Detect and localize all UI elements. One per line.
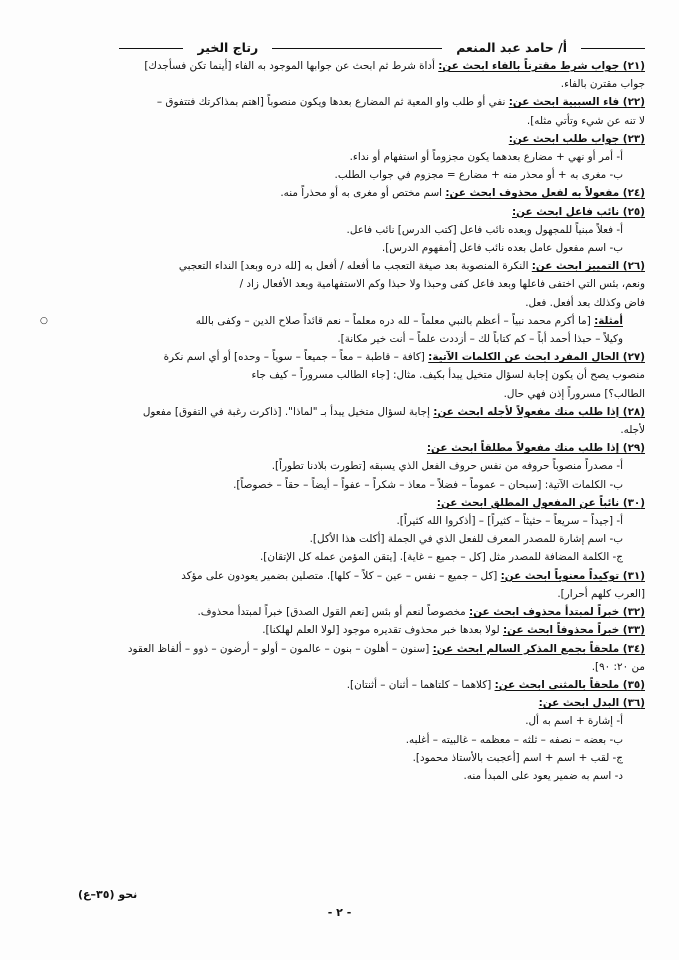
rule-heading: (٢٦) التمييز ابحث عن: [531,260,645,273]
rule-item [40,439,645,494]
rule-line [40,130,645,148]
rule-line [40,403,645,421]
rule-line [40,203,645,221]
rule-line [40,312,623,330]
rule-heading: (٣٦) البدل ابحث عن: [538,697,645,710]
rule-item [40,494,645,567]
rule-line [40,767,645,785]
rule-text: لا تنه عن شيء وتأتي مثله]. [526,114,645,127]
rule-item [40,603,645,621]
teacher-name: أ/ حامد عبد المنعم [456,40,567,55]
rule-line [40,512,645,530]
brand-name: رتاج الخير [197,40,259,55]
rule-heading: (٢٨) إذا طلب منك مفعولاً لأجله ابحث عن: [433,405,645,418]
rule-line [40,330,623,348]
header-rule [119,48,183,49]
rule-line [40,530,645,548]
rule-line [40,366,645,384]
rule-text: أ- مصدراً منصوباً حروفه من نفس حروف الفعل الذي يسبقه [تطورت بلادنا تطوراً]. [271,460,623,473]
rule-line [40,585,645,603]
rule-line [40,749,645,767]
rule-line [40,166,645,184]
page-number: - ٢ - [327,906,352,919]
rule-line [40,275,645,293]
rule-line [40,712,645,730]
rule-text: أ- [جيداً – سريعاً – حثيثاً – كثيراً] – [أذكروا الله كثيراً]. [396,515,623,528]
rule-line [40,676,645,694]
rule-line [40,148,645,166]
rule-item [40,130,645,185]
rule-heading: (٢٥) نائب فاعل ابحث عن: [512,205,645,218]
header-rule [272,48,442,49]
rule-line [40,221,645,239]
rule-text: الطالب؟] مسروراً إذن فهي حال. [503,387,645,400]
rule-heading: (٢٩) إذا طلب منك مفعولاً مطلقاً ابحث عن: [426,442,645,455]
rule-item [40,57,645,93]
rule-text: مخصوصاً لنعم أو بئس [نعم القول الصدق] خبراً لمبتدأ محذوف. [197,606,470,619]
rule-text: [سنون – أهلون – بنون – عالمون – أولو – أرضون – ذوو – ألفاظ العقود [127,642,433,655]
rule-line [40,93,645,111]
rule-item [40,348,645,403]
rule-text: ب- اسم مفعول عامل بعده نائب فاعل [أمفهوم الدرس]. [381,242,623,255]
rule-text: نفي أو طلب واو المعية ثم المضارع بعدها ويكون منصوباً [اهتم بمذاكرتك فتتفوق – [156,96,509,109]
rule-text: إجابة لسؤال متخيل يبدأ بـ "لماذا". [ذاكرت رغبة في التفوق] مفعول [142,405,434,418]
rule-heading: (٣٥) ملحقاً بالمثنى ابحث عن: [494,678,645,691]
rule-line [40,421,645,439]
rule-item [40,93,645,129]
rule-text: أداة شرط ثم ابحث عن جوابها الموجود به الفاء [أينما تكن فسأجدك] [144,60,439,72]
rule-text: ونعم، بئس التي اختفى فاعلها وبعد فاعل كفى وحبذا ولا حبذا وكم الاستفهامية وبعد الأفعال زاد / [239,278,645,291]
rule-heading: (٢١) جواب شرط مقترناً بالفاء ابحث عن: [438,60,645,72]
rule-heading: (٣٣) خبراً محذوفاً ابحث عن: [502,624,645,637]
rule-text: منصوب يصح أن يكون إجابة لسؤال متخيل يبدأ بكيف. مثال: [جاء الطالب مسروراً – كيف جاء [251,369,645,382]
rule-text: ب- الكلمات الآتية: [سبحان – عموماً – فضلاً – معاذ – شكراً – عفواً – أيضاً – حقاً – خصوصاً]. [233,478,623,491]
rule-text: [كافة – قاطبة – معاً – جميعاً – سوياً – وحده] أو أي اسم نكرة [163,351,429,364]
rule-line [40,621,645,639]
rule-text: أ- فعلاً مبنياً للمجهول وبعده نائب فاعل [كتب الدرس] نائب فاعل. [346,223,623,236]
rule-text: اسم مختص أو مغرى به أو محذراً منه. [280,187,446,200]
rule-text: وكيلاً – حبذا أحمد أباً – كم كتاباً لك – أزددت علماً – أنت خير مكانة]. [337,333,623,346]
rule-heading: (٣٠) نائباً عن المفعول المطلق ابحث عن: [436,496,645,509]
rule-line [40,184,645,202]
rule-line [40,112,645,130]
rule-item [40,694,645,785]
rule-text: لولا بعدها خبر محذوف تقديره موجود [لولا العلم لهلكنا]. [262,624,503,637]
rule-item [40,640,645,676]
course-code: نحو (٣٥–ع) [78,888,138,901]
rule-heading: (٢٤) مفعولاً به لفعل محذوف ابحث عن: [445,187,645,200]
header-rule [581,48,645,49]
rule-item [40,403,645,439]
rule-text: [العرب كلهم أحرار]. [557,587,645,600]
rule-line [40,239,645,257]
rule-item [40,257,645,312]
rule-heading: (٢٣) جواب طلب ابحث عن: [508,132,645,145]
rule-item [40,676,645,694]
rule-text: [كل – جميع – نفس – عين – كلاً – كلها]. متصلين بضمير يعودون على مؤكد [181,569,501,582]
rule-heading: (٢٢) فاء السببية ابحث عن: [508,96,645,109]
rule-line [40,731,645,749]
rule-text: ج- لقب + اسم + اسم [أعجبت بالأستاذ محمود]. [412,751,623,764]
rule-text: فاض وكذلك بعد أفعل. فعل. [525,296,645,309]
rule-line [40,385,645,403]
rule-text: من ٢٠: ٩٠]. [591,660,645,673]
rule-text: ب- مغرى به + أو محذر منه + مضارع = مجزوم في جواب الطلب. [334,169,623,182]
rule-text: أ- أمر أو نهي + مضارع بعدهما يكون مجزوماً أو استفهام أو نداء. [349,151,623,164]
rule-line [40,75,645,93]
rule-line [40,439,645,457]
rule-heading: (٣٤) ملحقاً بجمع المذكر السالم ابحث عن: [432,642,645,655]
rule-line [40,257,645,275]
rule-line [40,494,645,512]
rule-heading: (٣٢) خبراً لمبتدأ محذوف ابحث عن: [469,606,645,619]
rule-item [40,621,645,639]
rule-text: ج- الكلمة المضافة للمصدر مثل [كل – جميع – غاية]. [يتقن المؤمن عمله كل الإتقان]. [259,551,623,564]
rule-line [40,348,645,366]
rule-line [40,476,645,494]
rule-line [40,603,645,621]
rule-text: ب- بعضه – نصفه – ثلثه – معظمه – غالبيته – أغلبه. [405,733,623,746]
rule-heading: (٣١) توكيداً معنوياً ابحث عن: [500,569,645,582]
rule-line [40,548,645,566]
page-header [40,40,645,55]
rule-line [40,457,645,475]
rule-item [40,203,645,258]
rule-line [40,294,645,312]
rule-text: النكرة المنصوبة بعد صيغة التعجب ما أفعله / أفعل به [لله دره وبعد] النداء التعجبي [178,260,532,273]
rule-item [40,184,645,202]
rule-item [40,567,645,603]
rule-line [40,567,645,585]
rule-heading: أمثلة: [594,314,623,327]
rule-heading: (٢٧) الحال المفرد ابحث عن الكلمات الآتية: [428,351,645,364]
example-block [40,312,645,348]
rule-line [40,640,645,658]
rule-text: د- اسم به ضمير يعود على المبدأ منه. [463,769,623,782]
rule-text: لأجله. [620,424,645,437]
rule-text: [ما أكرم محمد نبياً – أعظم بالنبي معلماً – لله دره معلماً – نعم قائداً صلاح الدين – وكفى بالله [195,314,595,327]
rules-list [40,57,645,785]
rule-text: جواب مقترن بالفاء. [560,78,645,91]
rule-text: ب- اسم إشارة للمصدر المعرف للفعل الذي في الجملة [أكلت هذا الأكل]. [309,533,623,546]
rule-line [40,658,645,676]
rule-text: [كلاهما – كلتاهما – أثنان – أثنتان]. [346,678,495,691]
rule-line [40,57,645,75]
rule-line [40,694,645,712]
rule-text: أ- إشارة + اسم به أل. [525,715,623,728]
